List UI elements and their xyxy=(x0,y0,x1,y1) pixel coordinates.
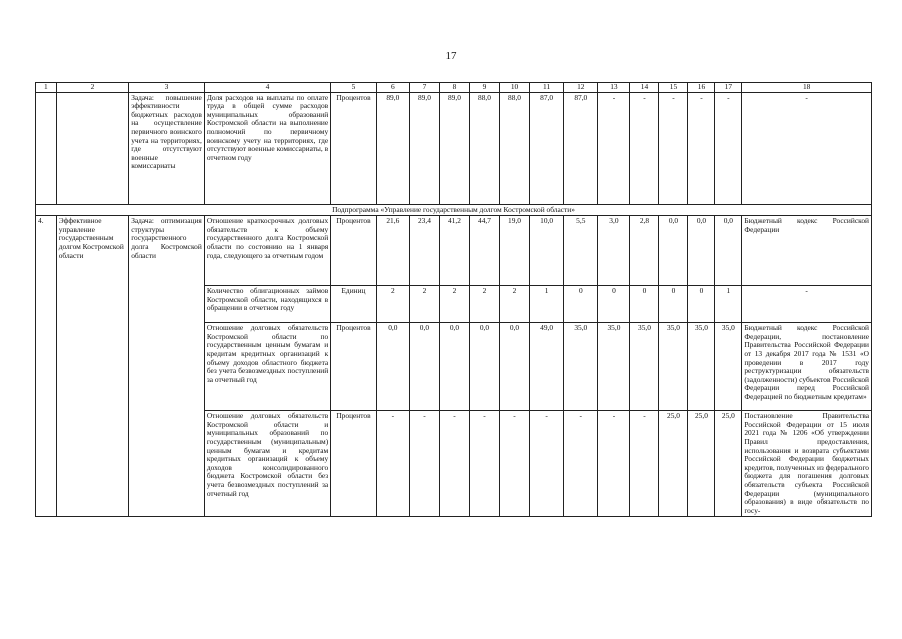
value-cell: - xyxy=(715,92,742,204)
value-cell: 49,0 xyxy=(530,323,564,411)
indicator-cell: Количество облигационных займов Костромской области, находящихся в обращении в отчетном году xyxy=(204,286,330,323)
column-header: 2 xyxy=(56,83,129,93)
value-cell: 0,0 xyxy=(439,323,469,411)
value-cell: 0 xyxy=(598,286,630,323)
value-cell: 0 xyxy=(630,286,659,323)
value-cell: - xyxy=(630,92,659,204)
indicator-cell: Отношение краткосрочных долговых обязательств к объему государственного долга Костромской области по состоянию на 1 января года, следующего за отчетным годом xyxy=(204,216,330,286)
indicators-table xyxy=(35,82,872,517)
value-cell: 3,0 xyxy=(598,216,630,286)
value-cell: - xyxy=(630,411,659,517)
column-header-row xyxy=(36,83,872,93)
table-row xyxy=(36,216,872,286)
value-cell: - xyxy=(530,411,564,517)
value-cell: 35,0 xyxy=(659,323,688,411)
task-cell: Задача: оптимизация структуры государственного долга Костромской области xyxy=(129,216,205,517)
goal-cell xyxy=(56,92,129,204)
basis-cell: Постановление Правительства Российской Федерации от 15 июля 2021 года № 1206 «Об утверждении Правил предоставления, использования и возврата субъектами Российской Федерации бюджетных кредитов, полученных из федерального бюджета для погашения долговых обязательств субъекта Российской Федерации (муниципального образования) в виде обязательств по госу- xyxy=(742,411,872,517)
value-cell: 2,8 xyxy=(630,216,659,286)
value-cell: 2 xyxy=(409,286,439,323)
column-header: 13 xyxy=(598,83,630,93)
value-cell: - xyxy=(688,92,715,204)
value-cell: - xyxy=(439,411,469,517)
unit-cell: Процентов xyxy=(331,411,377,517)
value-cell: - xyxy=(376,411,409,517)
basis-cell: Бюджетный кодекс Российской Федерации xyxy=(742,216,872,286)
value-cell: - xyxy=(409,411,439,517)
column-header: 6 xyxy=(376,83,409,93)
unit-cell: Процентов xyxy=(331,323,377,411)
subprogram-title: Подпрограмма «Управление государственным долгом Костромской области» xyxy=(36,204,872,216)
basis-cell: - xyxy=(742,286,872,323)
column-header: 18 xyxy=(742,83,872,93)
value-cell: 41,2 xyxy=(439,216,469,286)
column-header: 16 xyxy=(688,83,715,93)
column-header: 17 xyxy=(715,83,742,93)
column-header: 14 xyxy=(630,83,659,93)
value-cell: 19,0 xyxy=(500,216,530,286)
value-cell: - xyxy=(598,411,630,517)
value-cell: 44,7 xyxy=(469,216,499,286)
column-header: 5 xyxy=(331,83,377,93)
value-cell: 0,0 xyxy=(500,323,530,411)
unit-cell: Единиц xyxy=(331,286,377,323)
column-header: 1 xyxy=(36,83,57,93)
row-number: 4. xyxy=(36,216,57,517)
value-cell: 25,0 xyxy=(688,411,715,517)
column-header: 8 xyxy=(439,83,469,93)
value-cell: 35,0 xyxy=(598,323,630,411)
unit-cell: Процентов xyxy=(331,92,377,204)
value-cell: - xyxy=(500,411,530,517)
goal-cell: Эффективное управление государственным долгом Костромской области xyxy=(56,216,129,517)
value-cell: 25,0 xyxy=(659,411,688,517)
value-cell: 1 xyxy=(530,286,564,323)
value-cell: - xyxy=(598,92,630,204)
value-cell: 35,0 xyxy=(564,323,598,411)
value-cell: 87,0 xyxy=(530,92,564,204)
value-cell: 87,0 xyxy=(564,92,598,204)
value-cell: 0,0 xyxy=(469,323,499,411)
value-cell: 2 xyxy=(469,286,499,323)
table-row xyxy=(36,92,872,204)
value-cell: 2 xyxy=(500,286,530,323)
basis-cell: Бюджетный кодекс Российской Федерации, постановление Правительства Российской Федерации от 13 декабря 2017 года № 1531 «О проведении в 2017 году реструктуризации обязательств (задолженности) субъектов Российской Федерации перед Российской Федерацией по бюджетным кредитам» xyxy=(742,323,872,411)
value-cell: 88,0 xyxy=(469,92,499,204)
value-cell: 2 xyxy=(376,286,409,323)
value-cell: 23,4 xyxy=(409,216,439,286)
value-cell: 88,0 xyxy=(500,92,530,204)
row-number xyxy=(36,92,57,204)
subprogram-row xyxy=(36,204,872,216)
indicator-cell: Отношение долговых обязательств Костромской области по государственным ценным бумагам и кредитам кредитных организаций к объему доходов областного бюджета без учета безвозмездных поступлений за отчетный год xyxy=(204,323,330,411)
value-cell: 0 xyxy=(564,286,598,323)
basis-cell: - xyxy=(742,92,872,204)
column-header: 9 xyxy=(469,83,499,93)
indicator-cell: Доля расходов на выплаты по оплате труда в общей сумме расходов муниципальных образований Костромской области на выполнение полномочий по первичному воинскому учету на территориях, где отсутствуют военные комиссариаты, в отчетном году xyxy=(204,92,330,204)
value-cell: 89,0 xyxy=(376,92,409,204)
column-header: 3 xyxy=(129,83,205,93)
column-header: 15 xyxy=(659,83,688,93)
value-cell: 89,0 xyxy=(409,92,439,204)
column-header: 12 xyxy=(564,83,598,93)
value-cell: 25,0 xyxy=(715,411,742,517)
value-cell: 21,6 xyxy=(376,216,409,286)
column-header: 4 xyxy=(204,83,330,93)
task-cell: Задача: повышение эффективности бюджетных расходов на осуществление первичного воинского учета на территориях, где отсутствуют военные комиссариаты xyxy=(129,92,205,204)
column-header: 11 xyxy=(530,83,564,93)
value-cell: 0,0 xyxy=(409,323,439,411)
value-cell: 0,0 xyxy=(376,323,409,411)
value-cell: 89,0 xyxy=(439,92,469,204)
value-cell: 0,0 xyxy=(715,216,742,286)
value-cell: 10,0 xyxy=(530,216,564,286)
page-number: 17 xyxy=(445,50,457,62)
value-cell: 0 xyxy=(659,286,688,323)
unit-cell: Процентов xyxy=(331,216,377,286)
value-cell: 1 xyxy=(715,286,742,323)
value-cell: 35,0 xyxy=(715,323,742,411)
value-cell: - xyxy=(469,411,499,517)
value-cell: 0,0 xyxy=(688,216,715,286)
value-cell: 35,0 xyxy=(630,323,659,411)
value-cell: 2 xyxy=(439,286,469,323)
column-header: 7 xyxy=(409,83,439,93)
value-cell: 35,0 xyxy=(688,323,715,411)
value-cell: - xyxy=(659,92,688,204)
column-header: 10 xyxy=(500,83,530,93)
value-cell: 0 xyxy=(688,286,715,323)
value-cell: - xyxy=(564,411,598,517)
indicator-cell: Отношение долговых обязательств Костромской области и муниципальных образований по государственным (муниципальным) ценным бумагам и кредитам кредитных организаций к объему доходов консолидированного бюджета Костромской области без учета безвозмездных поступлений за отчетный год xyxy=(204,411,330,517)
value-cell: 5,5 xyxy=(564,216,598,286)
value-cell: 0,0 xyxy=(659,216,688,286)
